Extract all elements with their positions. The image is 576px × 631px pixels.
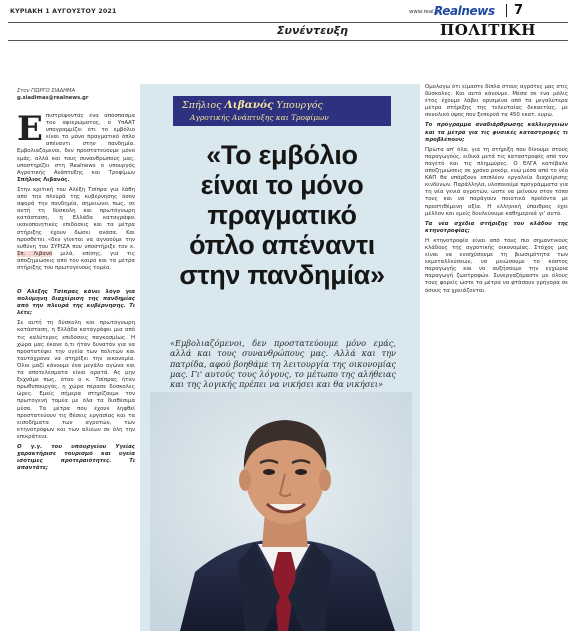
highlighted-name: Σπ. Λιβανό [17,250,53,257]
intro-text: πιστρέφοντας ένα απόσπασμα του αφιερώματος, ο ΥπΑΑΤ υπογραμμίζει ότι το εμβόλιο είναι το μόνο πραγματικό όπλο απέναντι στην πανδημία. Εμβολιαζόμενοι, δεν προστατεύουμε μόνο εμάς, αλλά και τους συνανθρώπους μας, υποστηρίζει στη Realnews ο υπουργός Αγροτικής Ανάπτυξης και Τροφίμων [17,113,135,176]
minister-first-name: Σπήλιος [182,100,222,111]
page-number: 7 [514,3,524,18]
answer-1: Σε αυτή τη δύσκολη και πρωτόγνωρη κατάσταση, η Ελλάδα καταγράφει μια από τις καλύτερες επιδόσεις παγκοσμίως. Η χώρα μας έκανε ό,τι ήταν δυνατόν για να προστατέψει την υγεία των πολιτών και ταυτόχρονα να στηρίξει την οικονομία. Όλοι μαζί κάνουμε ένα μεγάλο αγώνα και τα αποτελέσματα είναι ορατά. Ας μην ξεχνάμε πως, όταν ο κ. Τσίπρας ήταν πρωθυπουργός, η χώρα πέρασε δύσκολες ώρες. Εμείς σήμερα στηρίζουμε τον πρωτογενή τομέα με όλα τα διαθέσιμα μέσα. Τα μέτρα που έχουν ληφθεί προστατεύουν τις θέσεις εργασίας και τα εισοδήματα των αγροτών, των κτηνοτρόφων και των αλιέων σε όλη την επικράτεια. [17,320,135,440]
byline-author: Στον ΓΙΩΡΓΟ ΣΙΑΔΗΜΑ [17,88,76,94]
article-column-1 [17,113,135,283]
site-url[interactable]: www.real.gr [409,9,442,15]
col3-paragraph-1: Ομολογώ ότι είμαστε δίπλα στους αγρότες μας στις δύσκολες. Και αυτό κάνουμε. Μέσα σε ένα μόλις έτος έχουμε λάβει ορισμένα από τα μεγαλύτερα μέτρα στήριξης της τελευταίας δεκαετίας, με συνολικό ύψος που ξεπερνά τα 450 εκατ. ευρώ. [425,84,568,119]
section-rule [8,40,568,41]
section-tab: Συνέντευξη [277,24,348,37]
intro-paragraph-2 [17,187,135,272]
question-2: Ο γ.γ. του υπουργείου Υγείας χαρακτήρισε τουρισμό και υγεία ισότιμες προτεραιότητες. Τι απαντάτε; [17,443,135,472]
issue-date: ΚΥΡΙΑΚΗ 1 ΑΥΓΟΥΣΤΟΥ 2021 [10,8,117,15]
minister-name [182,99,323,111]
headline-line-4: όπλο απέναντι [189,230,375,260]
question-1: Ο Αλέξης Τσίπρας κάνει λόγο για πολύμηνη διαχείριση της πανδημίας από την πλευρά της κυβέρνησης. Τι λέτε; [17,289,135,317]
headline-line-1: «Το εμβόλιο [206,140,358,170]
intro-text-3: μιλά, επίσης, για τις αποζημιώσεις από τον καιρό και τα μέτρα στήριξης του πρωτογενούς τομέα. [17,250,135,271]
article-column-2 [17,289,135,625]
drop-cap: Ε [17,113,43,149]
byline-email[interactable]: g.siadimas@realnews.gr [17,95,89,101]
question-3: Το πρόγραμμα αναδιάρθρωσης καλλιεργειών και τα μέτρα για τις φυσικές καταστροφές τι προβλέπουν; [425,122,568,143]
minister-surname: Λιβανός [224,99,274,111]
interviewee-name: Σπήλιος Λιβανός. [17,176,70,183]
headline-line-2: είναι το μόνο [200,170,364,200]
brand-logo: Realnews [434,4,495,18]
minister-role: Αγροτικής Ανάπτυξης και Τροφίμων [190,113,329,122]
col3-paragraph-3: Η κτηνοτροφία είναι από τους πιο σημαντικούς κλάδους της αγροτικής οικονομίας. Στόχος μας είναι να ενισχύσουμε τη βιωσιμότητα των εκμεταλλεύσεων, να μειώσουμε το κόστος παραγωγής και να αυξήσουμε την εγχώρια παραγωγή ζωοτροφών. Συνεργαζόμαστε με όλους τους φορείς ώστε τα μέτρα να φτάσουν γρήγορα σε όσους τα χρειάζονται. [425,237,568,294]
col3-paragraph-2: Πρώτα απ' όλα, για τη στήριξη που δίνουμε στους παραγωγούς, ειδικά μετά τις καταστροφές από τον παγετό και τις πλημμύρες. Ο ΕΛΓΑ κατέβαλε αποζημιώσεις σε χρόνο ρεκόρ, ενώ μέσα από το νέο ΚΑΠ θα υπάρξουν επιπλέον εργαλεία διαχείρισης κινδύνων. Παράλληλα, υλοποιούμε προγράμματα για τη νέα γενιά αγροτών, ώστε να μείνουν στον τόπο τους και να παράγουν ποιοτικά προϊόντα με προστιθέμενη αξία. Η ελληνική ύπαιθρος έχει μέλλον και εμείς δουλεύουμε καθημερινά γι' αυτό. [425,146,568,217]
headline [157,140,407,290]
header-separator [506,4,507,17]
pull-quote: «Εμβολιαζόμενοι, δεν προστατεύουμε μόνο εμάς, αλλά και τους συνανθρώπους μας. Αλλά και την πατρίδα, αφού βοηθάμε τη λειτουργία της οικονομίας μας. Γι' αυτούς τους λόγους, το μέτωπο της αλήθειας και της λογικής πρέπει να νικήσει και θα νικήσει» [170,338,396,390]
headline-line-3: πραγματικό [207,200,357,230]
headline-line-5: στην πανδημία» [179,260,385,290]
minister-portrait [150,392,412,631]
section-name: ΠΟΛΙΤΙΚΗ [440,21,537,39]
question-4: Τα νέα σχέδια στήριξης του κλάδου της κτηνοτροφίας; [425,220,568,234]
byline [17,88,132,102]
minister-role-1: Υπουργός [276,100,323,111]
intro-text-2: Στην κριτική του Αλέξη Τσίπρα για λάθη από την πλευρά της κυβέρνησης όσον αφορά την πανδημία, σημειώνει πως, σε αυτή τη δύσκολη και πρωτόγνωρη κατάσταση, η Ελλάδα καταγράφει ικανοποιητικές επιδόσεις και τα μέτρα στήριξης έχουν δώσει ανάσα. Και προσθέτει «δεν γίνεται να αγνοούμε την ευθύνη του ΣΥΡΙΖΑ που υποστήριξε τον κ. [17,186,135,250]
article-column-3 [425,84,568,629]
